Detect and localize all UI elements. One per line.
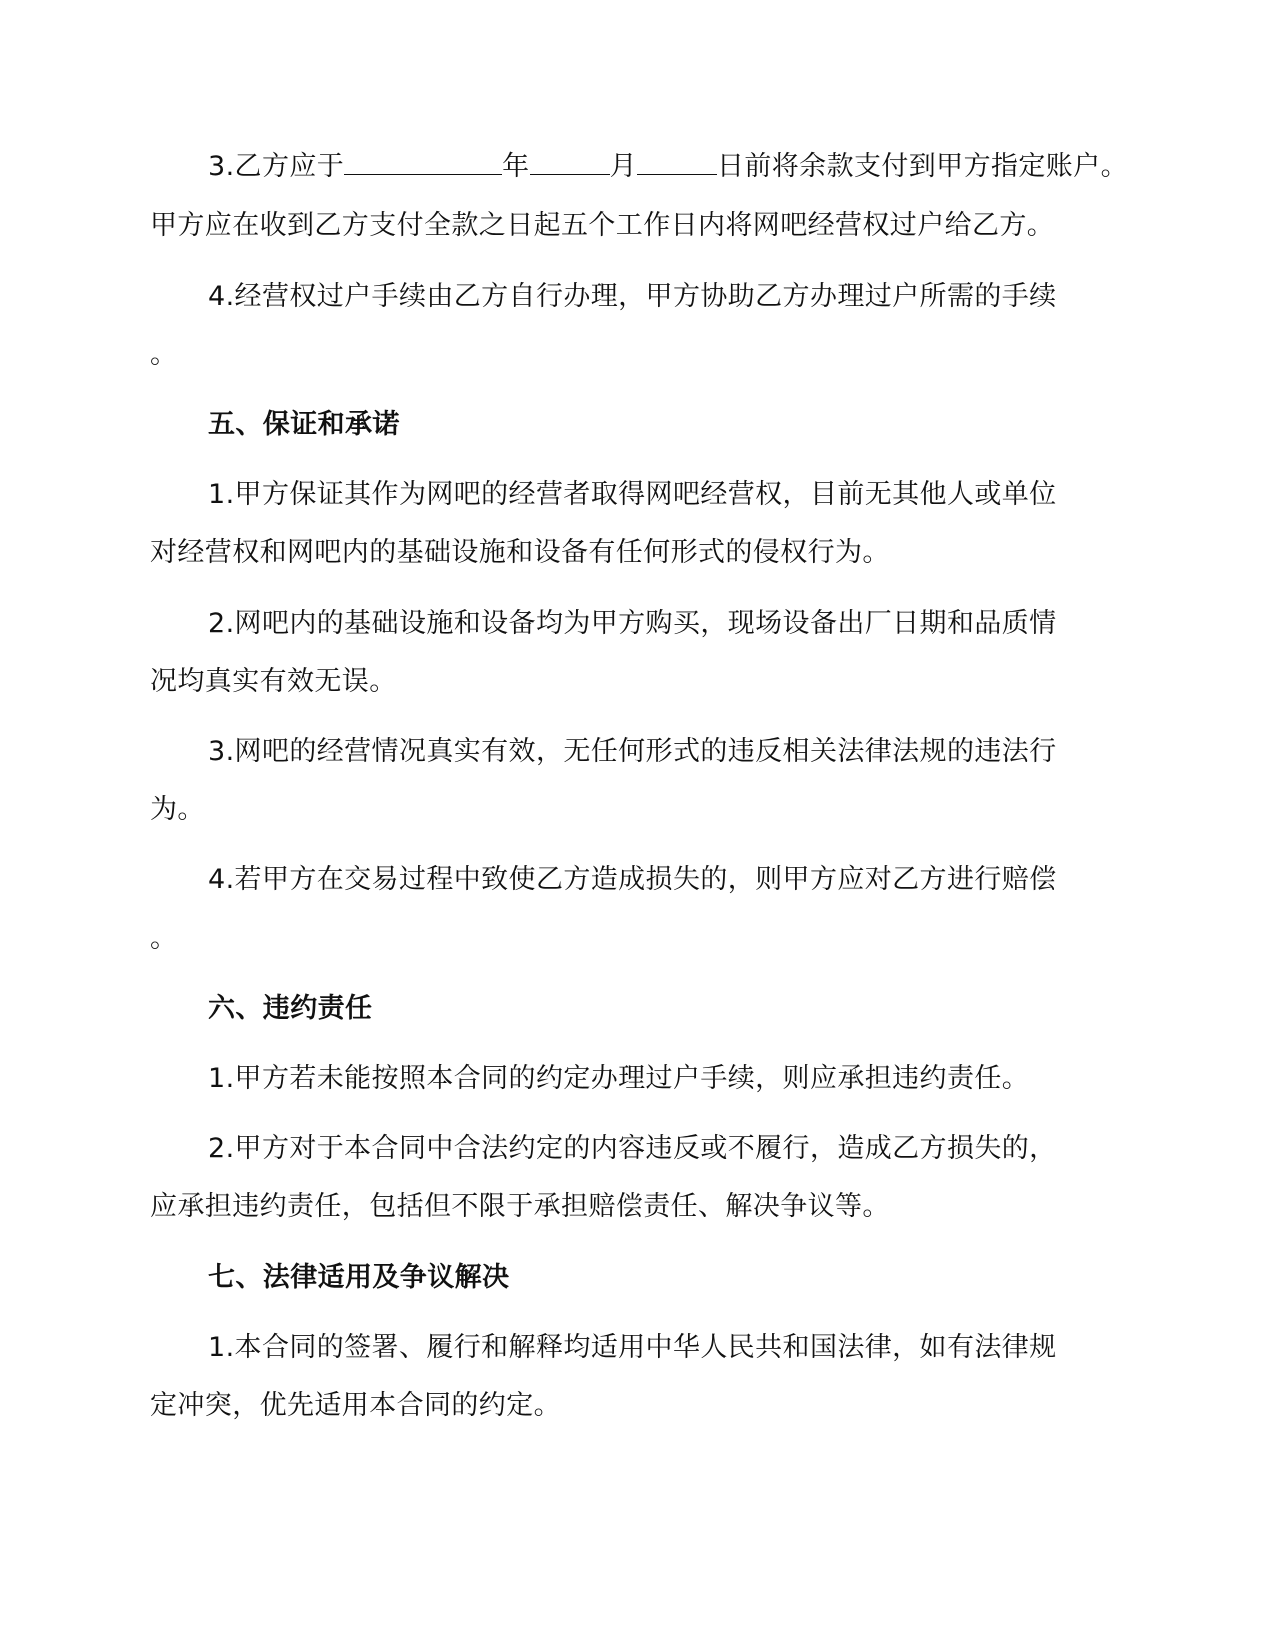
- clause-5-4-line-1: 4.若甲方在交易过程中致使乙方造成损失的，则甲方应对乙方进行赔偿: [208, 864, 1057, 895]
- clause-5-2-line-2: 况均真实有效无误。: [150, 666, 397, 697]
- clause-4-3-line-1: [208, 149, 1178, 185]
- clause-4-3-line-2: 甲方应在收到乙方支付全款之日起五个工作日内将网吧经营权过户给乙方。: [150, 210, 1055, 241]
- section-6-heading: 六、违约责任: [208, 993, 373, 1024]
- clause-5-1-line-1: 1.甲方保证其作为网吧的经营者取得网吧经营权，目前无其他人或单位: [208, 479, 1057, 510]
- clause-6-1: 1.甲方若未能按照本合同的约定办理过户手续，则应承担违约责任。: [208, 1063, 1030, 1094]
- month-label: 月: [609, 151, 637, 182]
- clause-5-1-line-2: 对经营权和网吧内的基础设施和设备有任何形式的侵权行为。: [150, 537, 890, 568]
- clause-5-2-line-1: 2.网吧内的基础设施和设备均为甲方购买，现场设备出厂日期和品质情: [208, 608, 1057, 639]
- day-blank: [637, 150, 717, 175]
- section-5-heading: 五、保证和承诺: [208, 409, 400, 440]
- year-blank: [344, 150, 502, 175]
- month-blank: [530, 150, 610, 175]
- clause-7-1-line-1: 1.本合同的签署、履行和解释均适用中华人民共和国法律，如有法律规: [208, 1332, 1057, 1363]
- clause-6-2-line-1: 2.甲方对于本合同中合法约定的内容违反或不履行，造成乙方损失的，: [208, 1133, 1057, 1164]
- clause-4-4-line-1: 4.经营权过户手续由乙方自行办理，甲方协助乙方办理过户所需的手续: [208, 281, 1057, 312]
- year-label: 年: [502, 151, 530, 182]
- clause-4-4-line-2: 。: [150, 339, 178, 370]
- clause-4-3-prefix: 3.乙方应于: [208, 151, 345, 182]
- clause-6-2-line-2: 应承担违约责任，包括但不限于承担赔偿责任、解决争议等。: [150, 1191, 890, 1222]
- clause-5-3-line-2: 为。: [150, 794, 205, 825]
- clause-7-1-line-2: 定冲突，优先适用本合同的约定。: [150, 1390, 561, 1421]
- clause-5-3-line-1: 3.网吧的经营情况真实有效，无任何形式的违反相关法律法规的违法行: [208, 736, 1057, 767]
- clause-5-4-line-2: 。: [150, 923, 178, 954]
- clause-4-3-suffix: 日前将余款支付到甲方指定账户。: [716, 151, 1128, 182]
- section-7-heading: 七、法律适用及争议解决: [208, 1262, 510, 1293]
